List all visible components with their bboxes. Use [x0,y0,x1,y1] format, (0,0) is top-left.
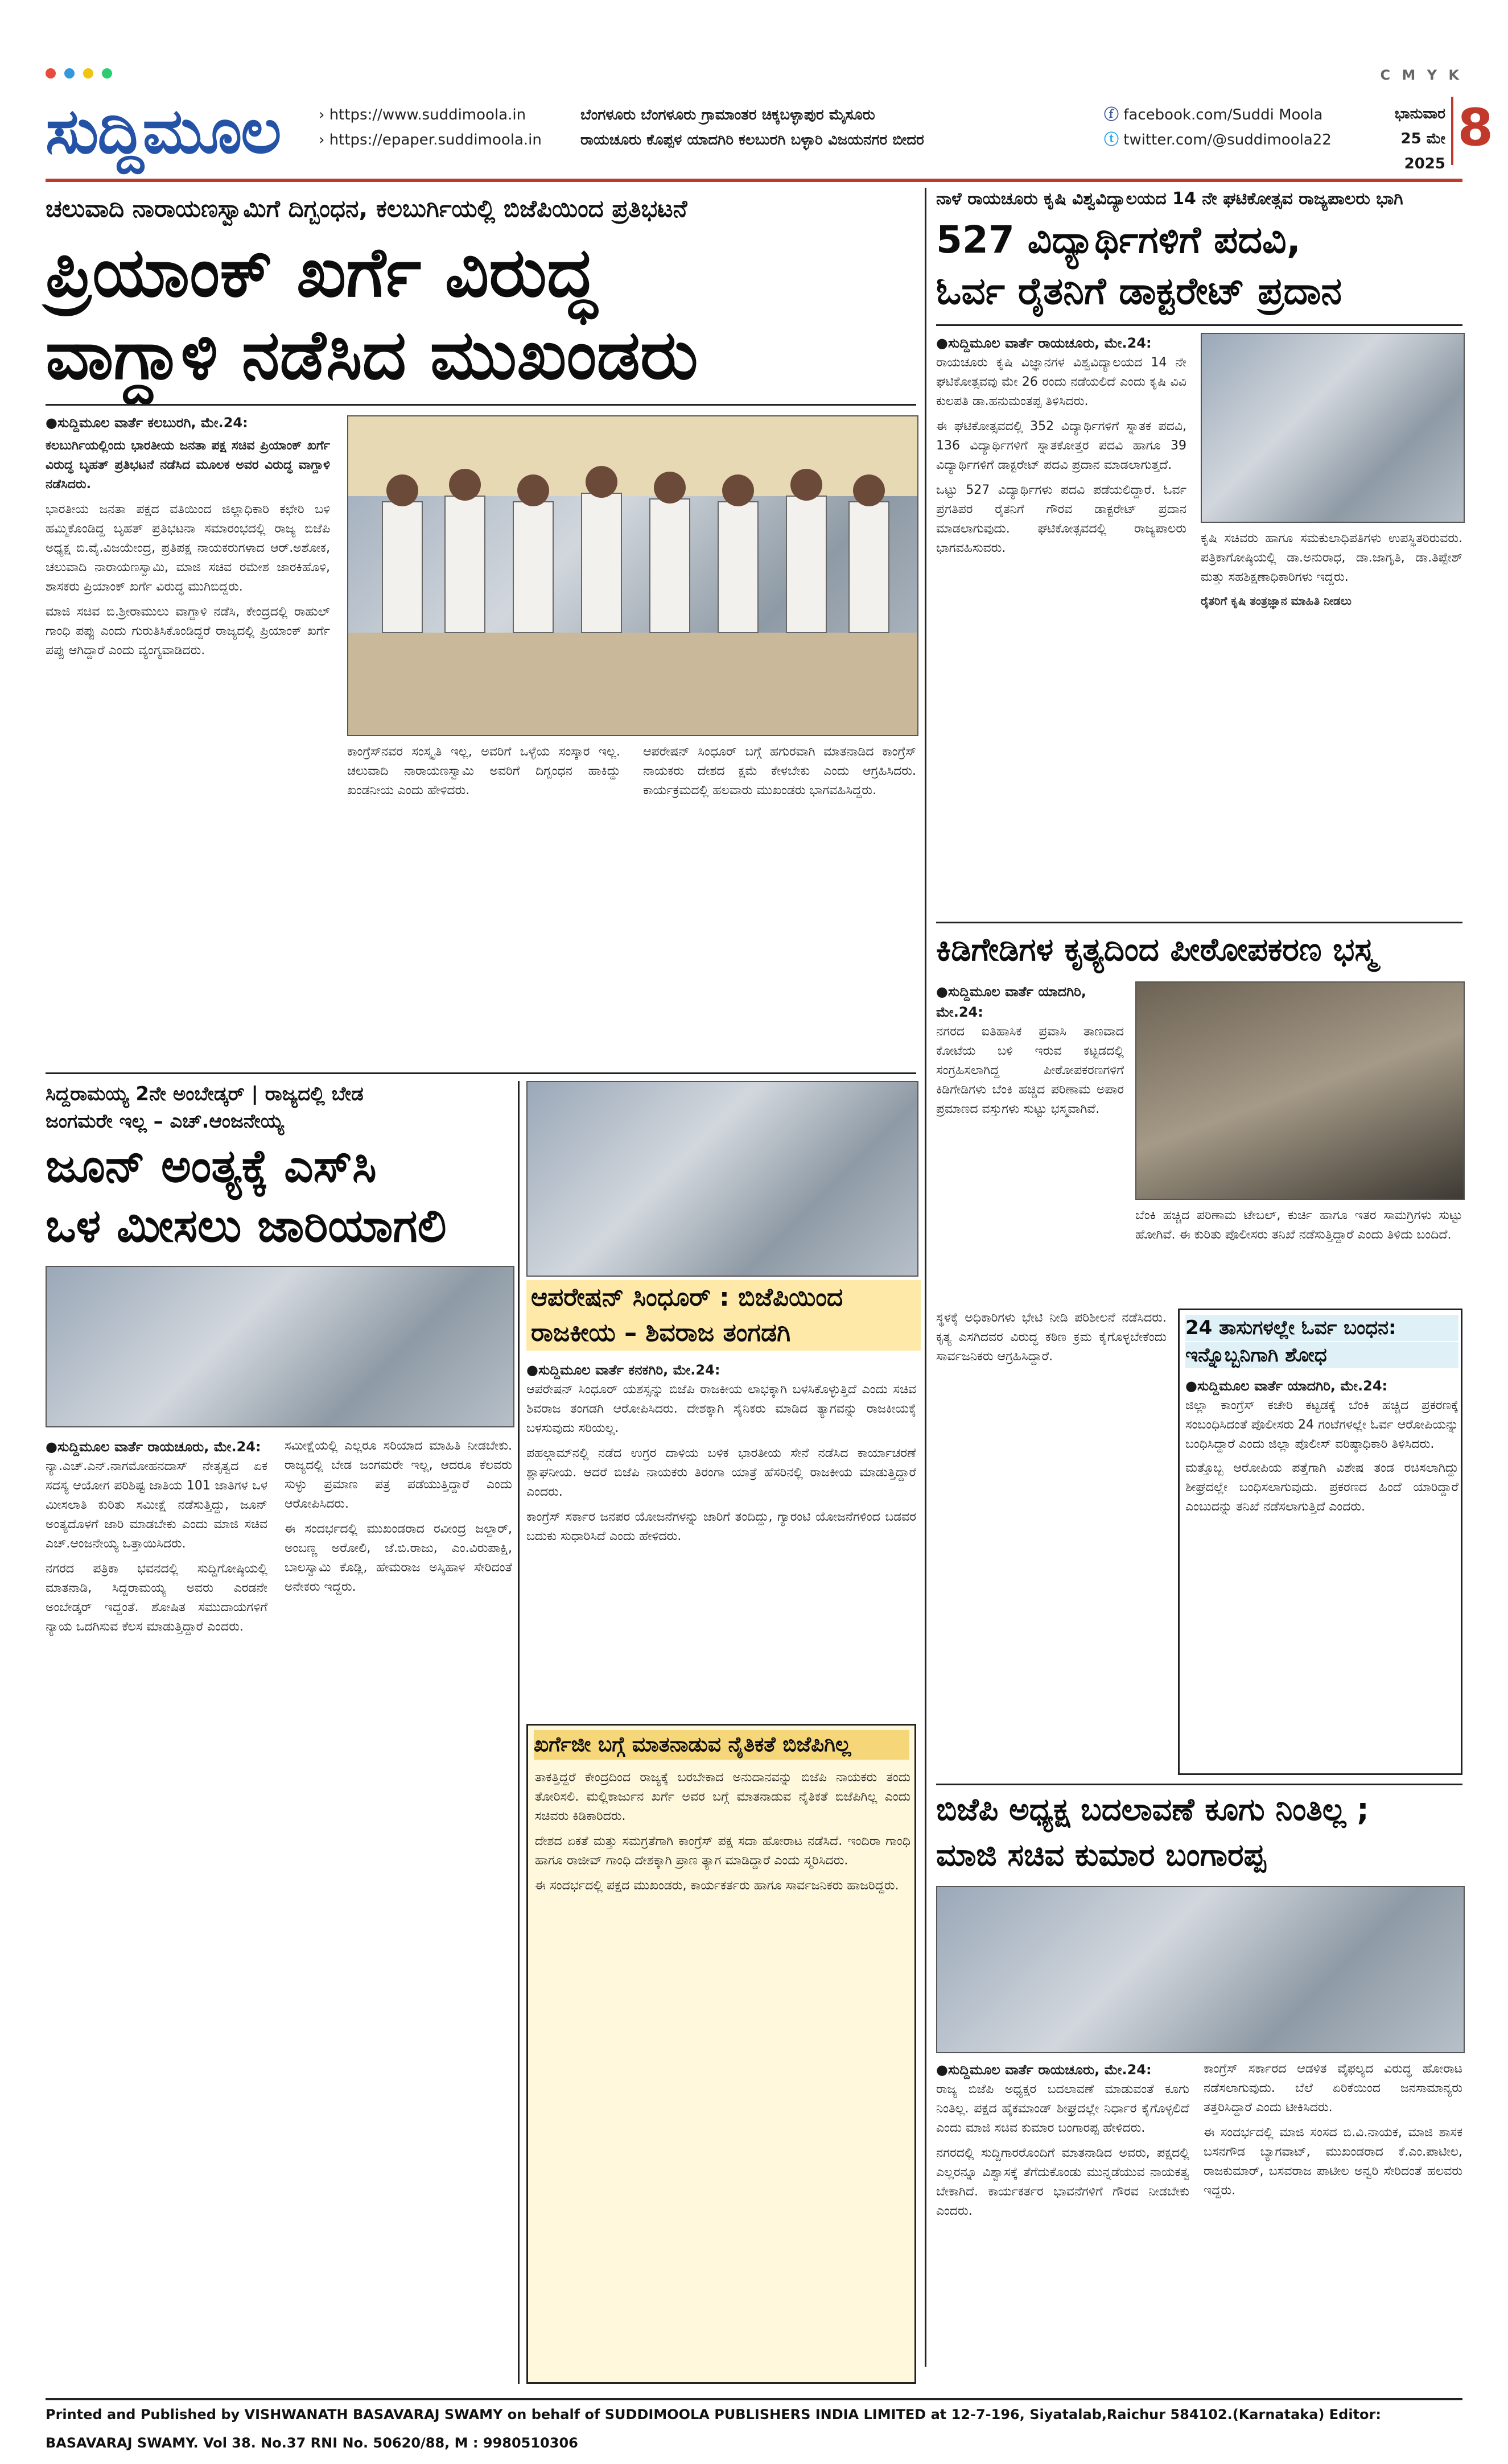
story-arrest [1178,1309,1462,1775]
story8-body-1: ರಾಜ್ಯ ಬಿಜೆಪಿ ಅಧ್ಯಕ್ಷರ ಬದಲಾವಣೆ ಮಾಡುವಂತೆ ಕೂಗು ನಿಂತಿಲ್ಲ. ಪಕ್ಷದ ಹೈಕಮಾಂಡ್ ಶೀಘ್ರದಲ್ಲೇ ನಿರ್ಧಾರ ಕೈಗೊಳ್ಳಲಿದೆ ಎಂದು ಮಾಜಿ ಸಚಿವ ಕುಮಾರ ಬಂಗಾರಪ್ಪ ಹೇಳಿದರು. [936,2082,1189,2135]
story5-col-1 [46,1437,267,1637]
story1-col-3 [643,742,916,800]
story3-headline: ಕಿಡಿಗೇಡಿಗಳ ಕೃತ್ಯದಿಂದ ಪೀಠೋಪಕರಣ ಭಸ್ಮ [936,931,1376,968]
story6-byline: ●ಸುದ್ದಿಮೂಲ ವಾರ್ತೆ ಕನಕಗಿರಿ, ಮೇ.24: [526,1362,720,1378]
twitter-link[interactable] [1104,127,1366,152]
city-line-1: ಬೆಂಗಳೂರು ಬೆಂಗಳೂರು ಗ್ರಾಮಾಂತರ ಚಿಕ್ಕಬಳ್ಳಾಪುರ ಮೈಸೂರು [580,106,875,123]
date-block [1371,101,1445,176]
masthead [46,91,1493,182]
story2-rule [936,324,1462,326]
story8-body-4: ಈ ಸಂದರ್ಭದಲ್ಲಿ ಮಾಜಿ ಸಂಸದ ಬಿ.ವಿ.ನಾಯಕ, ಮಾಜಿ ಶಾಸಕ ಬಸನಗೌಡ ಬ್ಯಾಗವಾಟ್, ಮುಖಂಡರಾದ ಕೆ.ಎಂ.ಪಾಟೀಲ, ರಾಜಕುಮಾರ್, ಬಸವರಾಜ ಪಾಟೀಲ ಅನ್ವರಿ ಸೇರಿದಂತೆ ಹಲವರು ಇದ್ದರು. [1204,2125,1462,2198]
story1-col-2 [347,742,620,800]
facebook-handle: facebook.com/Suddi Moola [1123,106,1323,123]
story5-headline-1: ಜೂನ್ ಅಂತ್ಯಕ್ಕೆ ಎಸ್‌ಸಿ [46,1140,377,1192]
city-editions [580,102,1070,152]
story6-headline-2: ರಾಜಕೀಯ – ಶಿವರಾಜ ತಂಗಡಗಿ [526,1315,921,1351]
story2-col-2 [1201,529,1462,609]
social-block [1104,102,1366,152]
story1-photo-illustration [348,416,917,735]
story2-photo-press-meet [1201,333,1465,523]
story7-body-3: ಈ ಸಂದರ್ಭದಲ್ಲಿ ಪಕ್ಷದ ಮುಖಂಡರು, ಕಾರ್ಯಕರ್ತರು ಹಾಗೂ ಸಾರ್ವಜನಿಕರು ಹಾಜರಿದ್ದರು. [535,1879,899,1893]
story6-col [526,1360,916,1546]
story3-byline: ●ಸುದ್ದಿಮೂಲ ವಾರ್ತೆ ಯಾದಗಿರಿ, ಮೇ.24: [936,984,1086,1020]
story8-col-1 [936,2059,1189,2221]
story4-headline-2: ಇನ್ನೊಬ್ಬನಿಗಾಗಿ ಶೋಧ [1185,1342,1458,1368]
city-line-2: ರಾಯಚೂರು ಕೊಪ್ಪಳ ಯಾದಗಿರಿ ಕಲಬುರಗಿ ಬಳ್ಳಾರಿ ವಿಜಯನಗರ ಬೀದರ [580,131,924,148]
story6-photo-minister [526,1081,918,1277]
epaper-link[interactable]: › https://epaper.suddimoola.in [319,131,542,148]
story7-headline: ಖರ್ಗೆಜೀ ಬಗ್ಗೆ ಮಾತನಾಡುವ ನೈತಿಕತೆ ಬಿಜೆಪಿಗಿಲ್ಲ [534,1730,909,1760]
story1-headline-1: ಪ್ರಿಯಾಂಕ್ ಖರ್ಗೆ ವಿರುದ್ಧ [46,233,597,312]
story-kharge-morality [526,1724,916,2384]
story5-kicker-2: ಜಂಗಮರೇ ಇಲ್ಲ – ಎಚ್.ಆಂಜನೇಯ್ಯ [46,1110,284,1133]
dot-blue [64,68,75,79]
story2-body-4: ಕೃಷಿ ಸಚಿವರು ಹಾಗೂ ಸಮಕುಲಾಧಿಪತಿಗಳು ಉಪಸ್ಥಿತರಿರುವರು. ಪತ್ರಿಕಾಗೋಷ್ಠಿಯಲ್ಲಿ ಡಾ.ಅನುರಾಧ, ಡಾ.ಜಾಗೃತಿ, ಡಾ.ತಿಪ್ಪೇಶ್ ಮತ್ತು ಸಹಶಿಕ್ಷಣಾಧಿಕಾರಿಗಳು ಇದ್ದರು. [1201,531,1462,584]
story1-byline: ●ಸುದ್ದಿಮೂಲ ವಾರ್ತೆ ಕಲಬುರಗಿ, ಮೇ.24: [46,415,248,431]
story2-caption: ರೈತರಿಗೆ ಕೃಷಿ ತಂತ್ರಜ್ಞಾನ ಮಾಹಿತಿ ನೀಡಲು [1201,594,1352,608]
story3-col-2 [1135,1206,1462,1245]
story2-headline-1: 527 ವಿದ್ಯಾರ್ಥಿಗಳಿಗೆ ಪದವಿ, [936,218,1301,262]
facebook-icon: ⓕ [1104,106,1119,123]
story2-body-3: ಒಟ್ಟು 527 ವಿದ್ಯಾರ್ಥಿಗಳು ಪದವಿ ಪಡೆಯಲಿದ್ದಾರೆ. ಓರ್ವ ಪ್ರಗತಿಪರ ರೈತನಿಗೆ ಗೌರವ ಡಾಕ್ಟರೇಟ್ ಪ್ರದಾನ ಮಾಡಲಾಗುವುದು. ಘಟಿಕೋತ್ಸವದಲ್ಲಿ ರಾಜ್ಯಪಾಲರು ಭಾಗವಹಿಸುವರು. [936,483,1186,555]
column-divider [925,188,926,2367]
story6-body-1: ಆಪರೇಷನ್ ಸಿಂಧೂರ್ ಯಶಸ್ಸನ್ನು ಬಿಜೆಪಿ ರಾಜಕೀಯ ಲಾಭಕ್ಕಾಗಿ ಬಳಸಿಕೊಳ್ಳುತ್ತಿದೆ ಎಂದು ಸಚಿವ ಶಿವರಾಜ ತಂಗಡಗಿ ಆರೋಪಿಸಿದರು. ದೇಶಕ್ಕಾಗಿ ಸೈನಿಕರು ಮಾಡಿದ ತ್ಯಾಗವನ್ನು ರಾಜಕೀಯಕ್ಕೆ ಬಳಸುವುದು ಸರಿಯಲ್ಲ. [526,1382,916,1435]
story3-body-1: ನಗರದ ಐತಿಹಾಸಿಕ ಪ್ರವಾಸಿ ತಾಣವಾದ ಕೋಟೆಯ ಬಳಿ ಇರುವ ಕಟ್ಟಡದಲ್ಲಿ ಸಂಗ್ರಹಿಸಲಾಗಿದ್ದ ಪೀಠೋಪಕರಣಗಳಿಗೆ ಕಿಡಿಗೇಡಿಗಳು ಬೆಂಕಿ ಹಚ್ಚಿದ ಪರಿಣಾಮ ಅಪಾರ ಪ್ರಮಾಣದ ವಸ್ತುಗಳು ಸುಟ್ಟು ಭಸ್ಮವಾಗಿವೆ. [936,1025,1124,1116]
story1-body-4: ಆಪರೇಷನ್ ಸಿಂಧೂರ್ ಬಗ್ಗೆ ಹಗುರವಾಗಿ ಮಾತನಾಡಿದ ಕಾಂಗ್ರೆಸ್ ನಾಯಕರು ದೇಶದ ಕ್ಷಮೆ ಕೇಳಬೇಕು ಎಂದು ಆಗ್ರಹಿಸಿದರು. ಕಾರ್ಯಕ್ರಮದಲ್ಲಿ ಹಲವಾರು ಮುಖಂಡರು ಭಾಗವಹಿಸಿದ್ದರು. [643,745,916,798]
story1-kicker: ಚಲುವಾದಿ ನಾರಾಯಣಸ್ವಾಮಿಗೆ ದಿಗ್ಬಂಧನ, ಕಲಬುರ್ಗಿಯಲ್ಲಿ ಬಿಜೆಪಿಯಿಂದ ಪ್ರತಿಭಟನೆ [46,195,687,222]
story8-headline-2: ಮಾಜಿ ಸಚಿವ ಕುಮಾರ ಬಂಗಾರಪ್ಪ [936,1837,1266,1873]
story3-col-1 [936,981,1124,1119]
cmyk-label: C M Y K [1380,67,1462,83]
story6-body-2: ಪಹಲ್ಗಾಮ್‌ನಲ್ಲಿ ನಡೆದ ಉಗ್ರರ ದಾಳಿಯ ಬಳಿಕ ಭಾರತೀಯ ಸೇನೆ ನಡೆಸಿದ ಕಾರ್ಯಾಚರಣೆ ಶ್ಲಾಘನೀಯ. ಆದರೆ ಬಿಜೆಪಿ ನಾಯಕರು ತಿರಂಗಾ ಯಾತ್ರೆ ಹೆಸರಿನಲ್ಲಿ ರಾಜಕೀಯ ಮಾಡುತ್ತಿದ್ದಾರೆ ಎಂದರು. [526,1446,916,1499]
url-block [319,102,546,152]
story8-headline-1: ಬಿಜೆಪಿ ಅಧ್ಯಕ್ಷ ಬದಲಾವಣೆ ಕೂಗು ನಿಂತಿಲ್ಲ ; [936,1792,1369,1827]
dot-green [102,68,112,79]
issue-day: ಭಾನುವಾರ [1394,105,1445,122]
story1-rule [46,404,916,406]
story5-photo-press-conference [46,1266,514,1427]
story7-col [535,1768,910,1896]
story5-body-2: ನಗರದ ಪತ್ರಿಕಾ ಭವನದಲ್ಲಿ ಸುದ್ದಿಗೋಷ್ಠಿಯಲ್ಲಿ ಮಾತನಾಡಿ, ಸಿದ್ದರಾಮಯ್ಯ ಅವರು ಎರಡನೇ ಅಂಬೇಡ್ಕರ್ ಇದ್ದಂತೆ. ಶೋಷಿತ ಸಮುದಾಯಗಳಿಗೆ ನ್ಯಾಯ ಒದಗಿಸುವ ಕೆಲಸ ಮಾಡುತ್ತಿದ್ದಾರೆ ಎಂದರು. [46,1562,267,1634]
story6-body-3: ಕಾಂಗ್ರೆಸ್ ಸರ್ಕಾರ ಜನಪರ ಯೋಜನೆಗಳನ್ನು ಜಾರಿಗೆ ತಂದಿದ್ದು, ಗ್ಯಾರಂಟಿ ಯೋಜನೆಗಳಿಂದ ಬಡವರ ಬದುಕು ಸುಧಾರಿಸಿದೆ ಎಂದು ಹೇಳಿದರು. [526,1510,916,1543]
twitter-handle: twitter.com/@suddimoola22 [1123,131,1332,148]
story7-body-2: ದೇಶದ ಏಕತೆ ಮತ್ತು ಸಮಗ್ರತೆಗಾಗಿ ಕಾಂಗ್ರೆಸ್ ಪಕ್ಷ ಸದಾ ಹೋರಾಟ ನಡೆಸಿದೆ. ಇಂದಿರಾ ಗಾಂಧಿ ಹಾಗೂ ರಾಜೀವ್ ಗಾಂಧಿ ದೇಶಕ್ಕಾಗಿ ಪ್ರಾಣ ತ್ಯಾಗ ಮಾಡಿದ್ದಾರೆ ಎಂದು ಸ್ಮರಿಸಿದರು. [535,1834,910,1868]
story5-body-3: ಸಮೀಕ್ಷೆಯಲ್ಲಿ ಎಲ್ಲರೂ ಸರಿಯಾದ ಮಾಹಿತಿ ನೀಡಬೇಕು. ರಾಜ್ಯದಲ್ಲಿ ಬೇಡ ಜಂಗಮರೇ ಇಲ್ಲ, ಆದರೂ ಕೆಲವರು ಸುಳ್ಳು ಪ್ರಮಾಣ ಪತ್ರ ಪಡೆಯುತ್ತಿದ್ದಾರೆ ಎಂದು ಆರೋಪಿಸಿದರು. [285,1439,512,1511]
dot-red [46,68,56,79]
story4-body-2: ಮತ್ತೊಬ್ಬ ಆರೋಪಿಯ ಪತ್ತೆಗಾಗಿ ವಿಶೇಷ ತಂಡ ರಚಿಸಲಾಗಿದ್ದು ಶೀಘ್ರದಲ್ಲೇ ಬಂಧಿಸಲಾಗುವುದು. ಪ್ರಕರಣದ ಹಿಂದೆ ಯಾರಿದ್ದಾರೆ ಎಂಬುದನ್ನು ತನಿಖೆ ನಡೆಸಲಾಗುತ್ತಿದೆ ಎಂದರು. [1185,1461,1458,1514]
story4-bottom-rule [936,1784,1462,1785]
story4-body-1: ಜಿಲ್ಲಾ ಕಾಂಗ್ರೆಸ್ ಕಚೇರಿ ಕಟ್ಟಡಕ್ಕೆ ಬೆಂಕಿ ಹಚ್ಚಿದ ಪ್ರಕರಣಕ್ಕೆ ಸಂಬಂಧಿಸಿದಂತೆ ಪೊಲೀಸರು 24 ಗಂಟೆಗಳಲ್ಲೇ ಓರ್ವ ಆರೋಪಿಯನ್ನು ಬಂಧಿಸಿದ್ದಾರೆ ಎಂದು ಜಿಲ್ಲಾ ಪೊಲೀಸ್ ವರಿಷ್ಠಾಧಿಕಾರಿ ತಿಳಿಸಿದರು. [1185,1398,1458,1451]
story-bjp-president-change [936,1789,1462,2389]
story8-byline: ●ಸುದ್ದಿಮೂಲ ವಾರ್ತೆ ರಾಯಚೂರು, ಮೇ.24: [936,2062,1152,2078]
twitter-icon: ⓣ [1104,131,1119,148]
story5-body-1: ನ್ಯಾ.ಎಚ್.ಎನ್.ನಾಗಮೋಹನದಾಸ್ ನೇತೃತ್ವದ ಏಕ ಸದಸ್ಯ ಆಯೋಗ ಪರಿಶಿಷ್ಟ ಜಾತಿಯ 101 ಜಾತಿಗಳ ಒಳ ಮೀಸಲಾತಿ ಕುರಿತು ಸಮೀಕ್ಷೆ ನಡೆಸುತ್ತಿದ್ದು, ಜೂನ್ ಅಂತ್ಯದೊಳಗೆ ಜಾರಿ ಮಾಡಬೇಕು ಎಂದು ಮಾಜಿ ಸಚಿವ ಎಚ್.ಆಂಜನೇಯ್ಯ ಒತ್ತಾಯಿಸಿದರು. [46,1459,267,1551]
story2-body-2: ಈ ಘಟಿಕೋತ್ಸವದಲ್ಲಿ 352 ವಿದ್ಯಾರ್ಥಿಗಳಿಗೆ ಸ್ನಾತಕ ಪದವಿ, 136 ವಿದ್ಯಾರ್ಥಿಗಳಿಗೆ ಸ್ನಾತಕೋತ್ತರ ಪದವಿ ಹಾಗೂ 39 ವಿದ್ಯಾರ್ಥಿಗಳಿಗೆ ಡಾಕ್ಟರೇಟ್ ಪದವಿ ಪ್ರದಾನ ಮಾಡಲಾಗುತ್ತದೆ. [936,419,1186,472]
story1-lead: ಕಲಬುರ್ಗಿಯಲ್ಲಿಂದು ಭಾರತೀಯ ಜನತಾ ಪಕ್ಷ ಸಚಿವ ಪ್ರಿಯಾಂಕ್ ಖರ್ಗೆ ವಿರುದ್ಧ ಬೃಹತ್ ಪ್ರತಿಭಟನೆ ನಡೆಸಿದ ಮೂಲಕ ಅವರ ವಿರುದ್ಧ ವಾಗ್ದಾಳಿ ನಡೆಸಿದರು. [46,439,330,492]
story8-col-2 [1204,2059,1462,2201]
story4-byline: ●ಸುದ್ದಿಮೂಲ ವಾರ್ತೆ ಯಾದಗಿರಿ, ಮೇ.24: [1185,1378,1388,1394]
story-furniture-fire [936,927,1462,1297]
story1-photo-bjp-protest [347,415,918,736]
issue-date: 25 ಮೇ 2025 [1400,130,1445,172]
story3-body-2: ಬೆಂಕಿ ಹಚ್ಚಿದ ಪರಿಣಾಮ ಟೇಬಲ್, ಕುರ್ಚಿ ಹಾಗೂ ಇತರ ಸಾಮಗ್ರಿಗಳು ಸುಟ್ಟು ಹೋಗಿವೆ. ಈ ಕುರಿತು ಪೊಲೀಸರು ತನಿಖೆ ನಡೆಸುತ್ತಿದ್ದಾರೆ ಎಂದು ತಿಳಿದು ಬಂದಿದೆ. [1135,1208,1462,1242]
registration-dots [46,67,125,84]
story5-body-4: ಈ ಸಂದರ್ಭದಲ್ಲಿ ಮುಖಂಡರಾದ ರವೀಂದ್ರ ಜಲ್ದಾರ್, ಅಂಬಣ್ಣ ಅರೋಲಿ, ಜೆ.ಬಿ.ರಾಜು, ಎಂ.ವಿರುಪಾಕ್ಷಿ, ಬಾಲಸ್ವಾಮಿ ಕೊಡ್ಲಿ, ಹೇಮರಾಜ ಅಸ್ಕಿಹಾಳ ಸೇರಿದಂತೆ ಅನೇಕರು ಇದ್ದರು. [285,1522,512,1594]
story3-continued [936,1309,1167,1775]
story4-headline-1: 24 ತಾಸುಗಳಲ್ಲೇ ಓರ್ವ ಬಂಧನ: [1185,1315,1458,1341]
story2-headline-2: ಓರ್ವ ರೈತನಿಗೆ ಡಾಕ್ಟರೇಟ್ ಪ್ರದಾನ [936,269,1342,313]
story-priyank-kharge [46,188,916,1064]
story5-byline: ●ಸುದ್ದಿಮೂಲ ವಾರ್ತೆ ರಾಯಚೂರು, ಮೇ.24: [46,1439,261,1455]
middle-divider [518,1081,520,2384]
facebook-link[interactable] [1104,102,1366,127]
story5-kicker-1: ಸಿದ್ದರಾಮಯ್ಯ 2ನೇ ಅಂಬೇಡ್ಕರ್ | ರಾಜ್ಯದಲ್ಲಿ ಬೇಡ [46,1083,364,1105]
story8-photo-kumar-bangarappa [936,1886,1465,2053]
story3-body-3: ಸ್ಥಳಕ್ಕೆ ಅಧಿಕಾರಿಗಳು ಭೇಟಿ ನೀಡಿ ಪರಿಶೀಲನೆ ನಡೆಸಿದರು. ಕೃತ್ಯ ಎಸಗಿದವರ ವಿರುದ್ಧ ಕಠಿಣ ಕ್ರಮ ಕೈಗೊಳ್ಳಬೇಕೆಂದು ಸಾರ್ವಜನಿಕರು ಆಗ್ರಹಿಸಿದ್ದಾರೆ. [936,1311,1167,1364]
dot-yellow [83,68,93,79]
story5-col-2 [285,1437,512,1597]
story1-body-2: ಮಾಜಿ ಸಚಿವ ಬಿ.ಶ್ರೀರಾಮುಲು ವಾಗ್ದಾಳಿ ನಡೆಸಿ, ಕೇಂದ್ರದಲ್ಲಿ ರಾಹುಲ್ ಗಾಂಧಿ ಪಪ್ಪು ಎಂದು ಗುರುತಿಸಿಕೊಂಡಿದ್ದರೆ ರಾಜ್ಯದಲ್ಲಿ ಪ್ರಿಯಾಂಕ್ ಖರ್ಗೆ ಪಪ್ಪು ಆಗಿದ್ದಾರೆ ಎಂದು ವ್ಯಂಗ್ಯವಾಡಿದರು. [46,605,330,658]
story2-byline: ●ಸುದ್ದಿಮೂಲ ವಾರ್ತೆ ರಾಯಚೂರು, ಮೇ.24: [936,335,1152,351]
story8-body-2: ನಗರದಲ್ಲಿ ಸುದ್ದಿಗಾರರೊಂದಿಗೆ ಮಾತನಾಡಿದ ಅವರು, ಪಕ್ಷದಲ್ಲಿ ಎಲ್ಲರನ್ನೂ ವಿಶ್ವಾಸಕ್ಕೆ ತೆಗೆದುಕೊಂಡು ಮುನ್ನಡೆಯುವ ನಾಯಕತ್ವ ಬೇಕಾಗಿದೆ. ಕಾರ್ಯಕರ್ತರ ಭಾವನೆಗಳಿಗೆ ಗೌರವ ನೀಡಬೇಕು ಎಂದರು. [936,2146,1189,2218]
story8-body-3: ಕಾಂಗ್ರೆಸ್ ಸರ್ಕಾರದ ಆಡಳಿತ ವೈಫಲ್ಯದ ವಿರುದ್ಧ ಹೋರಾಟ ನಡೆಸಲಾಗುವುದು. ಬೆಲೆ ಏರಿಕೆಯಿಂದ ಜನಸಾಮಾನ್ಯರು ತತ್ತರಿಸಿದ್ದಾರೆ ಎಂದು ಟೀಕಿಸಿದರು. [1204,2062,1462,2115]
epaper-url: https://epaper.suddimoola.in [329,131,542,148]
story1-body-1: ಭಾರತೀಯ ಜನತಾ ಪಕ್ಷದ ವತಿಯಿಂದ ಜಿಲ್ಲಾಧಿಕಾರಿ ಕಛೇರಿ ಬಳಿ ಹಮ್ಮಿಕೊಂಡಿದ್ದ ಬೃಹತ್ ಪ್ರತಿಭಟನಾ ಸಮಾರಂಭದಲ್ಲಿ ರಾಜ್ಯ ಬಿಜೆಪಿ ಅಧ್ಯಕ್ಷ ಬಿ.ವೈ.ವಿಜಯೇಂದ್ರ, ಪ್ರತಿಪಕ್ಷ ನಾಯಕರುಗಳಾದ ಆರ್.ಅಶೋಕ, ಚಲುವಾದಿ ನಾರಾಯಣಸ್ವಾಮಿ, ಮಾಜಿ ಸಚಿವ ರಮೇಶ ಜಾರಕಿಹೊಳಿ, ಶಾಸಕರು ಪ್ರಿಯಾಂಕ್ ಖರ್ಗೆ ವಿರುದ್ಧ ಮುಗಿಬಿದ್ದರು. [46,502,330,594]
story4-col [1185,1376,1458,1517]
story-operation-sindoor [526,1081,916,1769]
story1-col-1 [46,412,330,661]
story2-kicker: ನಾಳೆ ರಾಯಚೂರು ಕೃಷಿ ವಿಶ್ವವಿದ್ಯಾಲಯದ 14 ನೇ ಘಟಿಕೋತ್ಸವ ರಾಜ್ಯಪಾಲರು ಭಾಗಿ [936,189,1403,209]
story2-body-1: ರಾಯಚೂರು ಕೃಷಿ ವಿಜ್ಞಾನಗಳ ವಿಶ್ವವಿದ್ಯಾಲಯದ 14 ನೇ ಘಟಿಕೋತ್ಸವವು ಮೇ 26 ರಂದು ನಡೆಯಲಿದೆ ಎಂದು ಕೃಷಿ ವಿವಿ ಕುಲಪತಿ ಡಾ.ಹನುಮಂತಪ್ಪ ತಿಳಿಸಿದರು. [936,356,1186,408]
story5-headline-2: ಒಳ ಮೀಸಲು ಜಾರಿಯಾಗಲಿ [46,1199,447,1252]
story1-headline-2: ವಾಗ್ದಾಳಿ ನಡೆಸಿದ ಮುಖಂಡರು [46,316,698,395]
story2-col-1 [936,333,1186,558]
imprint-footer: Printed and Published by VISHWANATH BASAVARAJ SWAMY on behalf of SUDDIMOOLA PUBLISHERS INDIA LIMITED at 12-7-196, Siyatalab,Raichur 584102.(Karnataka) Editor: BASAVARAJ SWAMY. Vol 38. No.37 RNI No. 50620/88, M : 9980510306 [46,2398,1462,2426]
story2-bottom-rule [936,922,1462,923]
story3-photo-burnt-furniture [1135,981,1465,1200]
logo: ಸುದ್ದಿಮೂಲ [46,94,281,167]
story1-body-3: ಕಾಂಗ್ರೆಸ್‌ನವರ ಸಂಸ್ಕೃತಿ ಇಲ್ಲ, ಅವರಿಗೆ ಒಳ್ಳೆಯ ಸಂಸ್ಕಾರ ಇಲ್ಲ. ಚಲುವಾದಿ ನಾರಾಯಣಸ್ವಾಮಿ ಅವರಿಗೆ ದಿಗ್ಬಂಧನ ಹಾಕಿದ್ದು ಖಂಡನೀಯ ಎಂದು ಹೇಳಿದರು. [347,745,620,798]
story6-headline-1: ಆಪರೇಷನ್ ಸಿಂಧೂರ್ : ಬಿಜೆಪಿಯಿಂದ [526,1280,921,1315]
website-url: https://www.suddimoola.in [329,106,526,123]
story1-bottom-rule [46,1072,916,1074]
website-link[interactable]: › https://www.suddimoola.in [319,106,526,123]
page-number: 8 [1451,97,1493,165]
story-agri-university [936,188,1462,916]
story-sc-reservation [46,1081,512,2389]
story7-body-1: ತಾಕತ್ತಿದ್ದರೆ ಕೇಂದ್ರದಿಂದ ರಾಜ್ಯಕ್ಕೆ ಬರಬೇಕಾದ ಅನುದಾನವನ್ನು ಬಿಜೆಪಿ ನಾಯಕರು ತಂದು ತೋರಿಸಲಿ. ಮಲ್ಲಿಕಾರ್ಜುನ ಖರ್ಗೆ ಅವರ ಬಗ್ಗೆ ಮಾತನಾಡುವ ನೈತಿಕತೆ ಬಿಜೆಪಿಗಿಲ್ಲ ಎಂದು ಸಚಿವರು ಕಿಡಿಕಾರಿದರು. [535,1770,910,1823]
